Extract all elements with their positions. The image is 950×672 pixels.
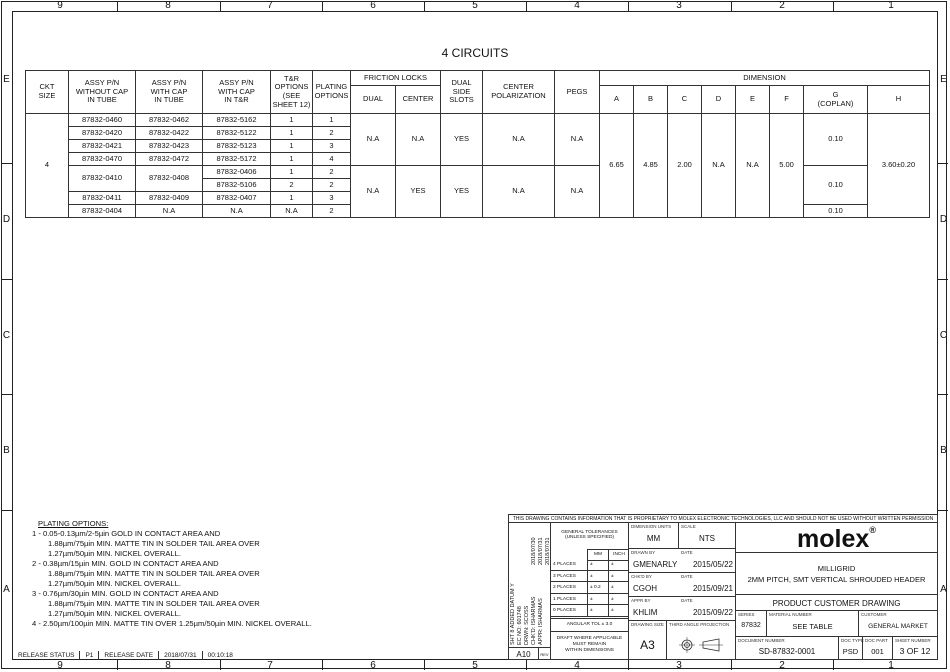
table-cell: N.A — [203, 205, 271, 218]
table-cell: N.A — [555, 114, 600, 166]
tolerance-place-label: 0 PLACES — [553, 608, 576, 614]
table-cell: 1 — [271, 166, 313, 179]
doc-type-value: PSD — [842, 647, 859, 656]
zone-column-label: 4 — [574, 0, 580, 11]
logo-cell — [736, 523, 937, 553]
approved-by-value: KHLIM — [633, 608, 658, 617]
dim-g-value: 0.10 — [804, 166, 868, 205]
scale-cell — [679, 523, 736, 549]
approved-by-label: APPR BY — [631, 598, 651, 603]
zone-column-label: 4 — [574, 660, 580, 671]
tolerance-inch-value: ± — [608, 594, 629, 605]
zone-row-label: C — [939, 330, 948, 341]
tol-mm-label: MM — [587, 550, 608, 560]
product-name: MILLIGRID — [817, 564, 856, 573]
table-cell: N.A — [483, 114, 555, 166]
release-status-label: RELEASE STATUS — [13, 651, 80, 660]
table-cell: 2 — [313, 205, 351, 218]
table-cell: 87832-0411 — [69, 192, 136, 205]
zone-column-label: 7 — [267, 660, 273, 671]
series-label: SERIES — [738, 612, 755, 617]
customer-cell — [859, 611, 937, 637]
release-status-value: P1 — [80, 651, 99, 660]
zone-row-label: B — [3, 445, 10, 456]
section-title: 4 CIRCUITS — [441, 46, 509, 60]
proprietary-notice: THIS DRAWING CONTAINS INFORMATION THAT IS PROPRIETARY TO MOLEX ELECTRONIC TECHNOLOGIES, LLC AND SHOULD NOT BE USED WITHOUT WRITTEN PERMISSION — [509, 515, 937, 523]
zone-divider — [220, 1, 221, 11]
hdr-assy-without-cap: ASSY P/N WITHOUT CAP IN TUBE — [69, 71, 136, 114]
hdr-pegs: PEGS — [555, 71, 600, 114]
checked-by-value: CGOH — [633, 584, 657, 593]
hdr-assy-with-cap-tube: ASSY P/N WITH CAP IN TUBE — [136, 71, 203, 114]
table-cell: 1 — [271, 140, 313, 153]
revision-column — [509, 523, 551, 647]
table-cell: 1 — [271, 127, 313, 140]
zone-divider — [220, 660, 221, 670]
document-number-value: SD-87832-0001 — [758, 647, 816, 656]
zone-column-label: 1 — [888, 660, 894, 671]
dim-f-value: 5.00 — [770, 114, 804, 218]
customer-value: GENERAL MARKET — [868, 623, 928, 630]
dim-c-value: 2.00 — [668, 114, 702, 218]
zone-divider — [938, 163, 948, 164]
tolerance-place-label: 3 PLACES — [553, 573, 576, 579]
hdr-dual: DUAL — [351, 86, 396, 114]
table-cell: 87832-0420 — [69, 127, 136, 140]
table-cell: N.A — [351, 166, 396, 218]
dim-e-value: N.A — [736, 114, 770, 218]
tolerance-inch-value: ± — [608, 559, 629, 570]
hdr-dim-b: B — [634, 86, 668, 114]
ec-number: EC NO: 601748 — [517, 606, 523, 645]
zone-row-label: B — [940, 445, 947, 456]
table-cell: 87832-0404 — [69, 205, 136, 218]
projection-label: THIRD ANGLE PROJECTION — [669, 622, 730, 627]
table-cell: YES — [441, 114, 483, 166]
drawing-size-value: A3 — [640, 638, 655, 652]
table-cell: 1 — [271, 192, 313, 205]
zone-divider — [117, 1, 118, 11]
note-line: 1.27µm/50µin MIN. NICKEL OVERALL. — [48, 579, 181, 588]
tolerance-place-label: 2 PLACES — [553, 585, 576, 591]
table-cell: 1 — [313, 114, 351, 127]
description-cell — [736, 553, 937, 595]
zone-column-label: 6 — [370, 0, 376, 11]
general-tolerances-label: GENERAL TOLERANCES (UNLESS SPECIFIED) — [561, 530, 618, 540]
zone-column-label: 6 — [370, 660, 376, 671]
zone-divider — [938, 279, 948, 280]
hdr-center: CENTER — [396, 86, 441, 114]
table-cell: 87832-5106 — [203, 179, 271, 192]
hdr-dim-g: G (COPLAN) — [804, 86, 868, 114]
projection-cell — [667, 621, 736, 660]
tolerance-block — [551, 523, 629, 660]
zone-divider — [424, 660, 425, 670]
series-value: 87832 — [741, 622, 761, 629]
tolerance-row — [551, 594, 629, 606]
table-cell: 1 — [271, 153, 313, 166]
table-cell: YES — [441, 166, 483, 218]
sheet-number-label: SHEET NUMBER — [895, 638, 931, 643]
drawn-by-label: DRAWN BY — [631, 550, 656, 555]
cell-ckt-size: 4 — [26, 114, 69, 218]
doc-part-cell — [863, 637, 893, 660]
table-cell: YES — [396, 166, 441, 218]
note-line: 2 - 0.38µm/15µin MIN. GOLD IN CONTACT AREA AND — [32, 559, 219, 568]
zone-column-label: 7 — [267, 0, 273, 11]
zone-divider — [1, 279, 12, 280]
hdr-center-polarization: CENTER POLARIZATION — [483, 71, 555, 114]
drawn-by-cell — [629, 549, 736, 573]
third-angle-projection-icon — [677, 636, 727, 654]
table-cell: N.A — [351, 114, 396, 166]
tolerance-place-label: 4 PLACES — [553, 562, 576, 567]
release-status-strip — [13, 651, 238, 660]
release-time-value: 00:10:18 — [207, 652, 233, 659]
table-cell: 87832-0421 — [69, 140, 136, 153]
zone-row-label: C — [2, 330, 11, 341]
tolerance-inch-value: ± — [608, 605, 629, 616]
revision-label: REV — [539, 647, 551, 660]
drawing-size-label: DRAWING SIZE — [631, 622, 664, 627]
approved-by-rev: APPR: ISHARMAS — [538, 598, 544, 645]
table-cell: 2 — [313, 179, 351, 192]
doc-type-cell — [839, 637, 863, 660]
tolerance-row — [551, 605, 629, 617]
table-cell: 87832-0406 — [203, 166, 271, 179]
zone-divider — [322, 660, 323, 670]
drawn-by-rev: DRWN: SCOSS — [524, 605, 530, 645]
table-cell: N.A — [271, 205, 313, 218]
hdr-dim-e: E — [736, 86, 770, 114]
table-cell: N.A — [396, 114, 441, 166]
table-cell: 87832-0410 — [69, 166, 136, 192]
zone-divider — [117, 660, 118, 670]
zone-column-label: 8 — [165, 660, 171, 671]
table-cell: 87832-0423 — [136, 140, 203, 153]
zone-column-label: 9 — [57, 660, 63, 671]
dim-h-value: 3.60±0.20 — [868, 114, 930, 218]
tolerance-row — [551, 559, 629, 571]
dimension-units-cell — [629, 523, 679, 549]
table-cell: 1 — [271, 114, 313, 127]
tolerance-row — [551, 571, 629, 583]
registered-mark: ® — [869, 525, 876, 535]
sheet-number-value: 3 OF 12 — [899, 646, 931, 656]
checked-date-label: DATE — [681, 574, 693, 579]
rev-date-1: 2018/07/30 — [531, 537, 537, 565]
revision-description: SHT 8 ADDED DATUM Y — [510, 583, 516, 645]
dim-g-value: 0.10 — [804, 114, 868, 166]
zone-divider — [938, 394, 948, 395]
table-cell: 2 — [271, 179, 313, 192]
zone-divider — [731, 660, 732, 670]
table-cell: N.A — [555, 166, 600, 218]
document-number-cell — [736, 637, 839, 660]
tolerance-mm-value: ± 0.2 — [587, 582, 608, 593]
note-line: 1.88µm/75µin MIN. MATTE TIN IN SOLDER TAIL AREA OVER — [48, 599, 260, 608]
doc-type-label: DOC TYPE — [841, 638, 864, 643]
hdr-dim-h: H — [868, 86, 930, 114]
dimension-units-label: DIMENSION UNITS — [631, 524, 672, 529]
material-value: SEE TABLE — [792, 622, 833, 631]
tolerance-inch-value: ± — [608, 571, 629, 582]
note-line: 3 - 0.76µm/30µin MIN. GOLD IN CONTACT AREA AND — [32, 589, 219, 598]
dim-g-value: 0.10 — [804, 205, 868, 218]
zone-divider — [424, 1, 425, 11]
approved-date-value: 2015/09/22 — [692, 608, 733, 617]
table-cell: 87832-0407 — [203, 192, 271, 205]
table-cell: 4 — [313, 153, 351, 166]
zone-column-label: 1 — [888, 0, 894, 11]
table-cell: 2 — [313, 127, 351, 140]
zone-divider — [731, 1, 732, 11]
plating-notes — [32, 519, 312, 629]
zone-divider — [833, 660, 834, 670]
zone-divider — [1, 163, 12, 164]
zone-row-label: D — [2, 214, 11, 225]
title-block — [508, 514, 938, 660]
hdr-tr-options: T&R OPTIONS (SEE SHEET 12) — [271, 71, 313, 114]
zone-divider — [322, 1, 323, 11]
note-line: 1.27µm/50µin MIN. NICKEL OVERALL. — [48, 609, 181, 618]
tolerance-place-label: 1 PLACES — [553, 596, 576, 602]
note-line: 1 - 0.05-0.13µm/2-5µin GOLD IN CONTACT AREA AND — [32, 529, 221, 538]
tolerance-inch-value: ± — [608, 582, 629, 593]
tolerance-mm-value: ± — [587, 559, 608, 570]
molex-logo — [736, 525, 937, 554]
angular-tolerance: ANGULAR TOL ± 3.0 — [551, 618, 628, 627]
zone-column-label: 5 — [472, 0, 478, 11]
zone-divider — [526, 1, 527, 11]
hdr-assy-with-cap-tr: ASSY P/N WITH CAP IN T&R — [203, 71, 271, 114]
note-line: 1.27µm/50µin MIN. NICKEL OVERALL. — [48, 549, 181, 558]
zone-row-label: A — [3, 584, 10, 595]
drawn-date-value: 2015/05/22 — [692, 560, 733, 569]
scale-value: NTS — [699, 534, 715, 543]
table-cell: 87832-5162 — [203, 114, 271, 127]
approved-date-label: DATE — [681, 598, 693, 603]
table-cell: N.A — [136, 205, 203, 218]
dim-b-value: 4.85 — [634, 114, 668, 218]
dimension-units-value: MM — [646, 534, 661, 543]
zone-column-label: 8 — [165, 0, 171, 11]
tolerance-mm-value: ± — [587, 594, 608, 605]
zone-row-label: E — [3, 74, 10, 85]
drawn-by-value: GMENARLY — [633, 560, 678, 569]
table-cell: 3 — [313, 192, 351, 205]
hdr-dim-d: D — [702, 86, 736, 114]
plating-notes-title: PLATING OPTIONS: — [38, 519, 109, 528]
tolerance-places — [551, 559, 629, 617]
note-line: 4 - 2.50µm/100µin MIN. MATTE TIN OVER 1.25µm/50µin MIN. NICKEL OVERALL. — [32, 619, 312, 628]
material-cell — [767, 611, 859, 637]
zone-column-label: 2 — [779, 660, 785, 671]
zone-column-label: 3 — [676, 0, 682, 11]
table-cell: 87832-0472 — [136, 153, 203, 166]
zone-divider — [1, 394, 12, 395]
material-label: MATERIAL NUMBER — [769, 612, 812, 617]
zone-column-label: 2 — [779, 0, 785, 11]
series-cell — [736, 611, 767, 637]
zone-divider — [1, 510, 12, 511]
table-cell: 87832-0470 — [69, 153, 136, 166]
zone-column-label: 3 — [676, 660, 682, 671]
table-cell: 87832-0408 — [136, 166, 203, 192]
hdr-dual-side-slots: DUAL SIDE SLOTS — [441, 71, 483, 114]
checked-by-cell — [629, 573, 736, 597]
tolerance-row — [551, 582, 629, 594]
tolerance-mm-value: ± — [587, 571, 608, 582]
hdr-dimension: DIMENSION — [600, 71, 930, 86]
table-cell: 87832-0460 — [69, 114, 136, 127]
zone-column-label: 5 — [472, 660, 478, 671]
hdr-ckt-size: CKT SIZE — [26, 71, 69, 114]
tol-inch-label: INCH — [608, 550, 629, 560]
zone-divider — [628, 1, 629, 11]
scale-label: SCALE — [681, 524, 696, 529]
dim-a-value: 6.65 — [600, 114, 634, 218]
zone-divider — [526, 660, 527, 670]
zone-divider — [628, 660, 629, 670]
sheet-number-cell — [893, 637, 937, 660]
zone-column-label: 9 — [57, 0, 63, 11]
dim-d-value: N.A — [702, 114, 736, 218]
draft-note: DRAFT WHERE APPLICABLE MUST REMAIN WITHIN DIMENSIONS — [551, 631, 628, 654]
table-cell: 87832-5122 — [203, 127, 271, 140]
zone-row-label: E — [940, 74, 947, 85]
tolerance-mm-value: ± — [587, 605, 608, 616]
hdr-friction-locks: FRICTION LOCKS — [351, 71, 441, 86]
note-line: 1.88µm/75µin MIN. MATTE TIN IN SOLDER TAIL AREA OVER — [48, 569, 260, 578]
checked-date-value: 2015/09/21 — [692, 584, 733, 593]
document-number-label: DOCUMENT NUMBER — [738, 638, 785, 643]
hdr-plating-options: PLATING OPTIONS — [313, 71, 351, 114]
drawing-type-cell — [736, 595, 937, 611]
circuit-table — [25, 70, 930, 218]
hdr-dim-f: F — [770, 86, 804, 114]
table-cell: 87832-0422 — [136, 127, 203, 140]
table-cell: 2 — [313, 166, 351, 179]
table-cell: 87832-5123 — [203, 140, 271, 153]
table-cell: 3 — [313, 140, 351, 153]
table-cell: 87832-0462 — [136, 114, 203, 127]
table-cell: 87832-0409 — [136, 192, 203, 205]
zone-row-label: A — [940, 584, 947, 595]
table-cell: N.A — [483, 166, 555, 218]
drawing-type: PRODUCT CUSTOMER DRAWING — [772, 599, 901, 608]
checked-by-label: CHK'D BY — [631, 574, 652, 579]
hdr-dim-a: A — [600, 86, 634, 114]
customer-label: CUSTOMER — [861, 612, 887, 617]
revision-letter: A10 — [509, 647, 539, 660]
note-line: 1.88µm/75µin MIN. MATTE TIN IN SOLDER TAIL AREA OVER — [48, 539, 260, 548]
approved-by-cell — [629, 597, 736, 621]
release-date-label: RELEASE DATE — [99, 651, 159, 660]
molex-logo-text: molex — [797, 525, 870, 553]
drawn-date-label: DATE — [681, 550, 693, 555]
checked-by-rev: CHK'D: ISHARMAS — [531, 596, 537, 645]
rev-date-3: 2018/07/31 — [545, 537, 551, 565]
release-date-value: 2018/07/31 — [159, 651, 203, 660]
zone-divider — [833, 1, 834, 11]
rev-date-2: 2018/07/31 — [538, 537, 544, 565]
hdr-dim-c: C — [668, 86, 702, 114]
drawing-size-cell — [629, 621, 667, 660]
product-description: 2MM PITCH, SMT VERTICAL SHROUDED HEADER — [747, 575, 926, 584]
doc-part-value: 001 — [871, 647, 884, 656]
zone-row-label: D — [939, 214, 948, 225]
table-cell: 87832-5172 — [203, 153, 271, 166]
zone-divider — [938, 510, 948, 511]
doc-part-label: DOC PART — [865, 638, 888, 643]
